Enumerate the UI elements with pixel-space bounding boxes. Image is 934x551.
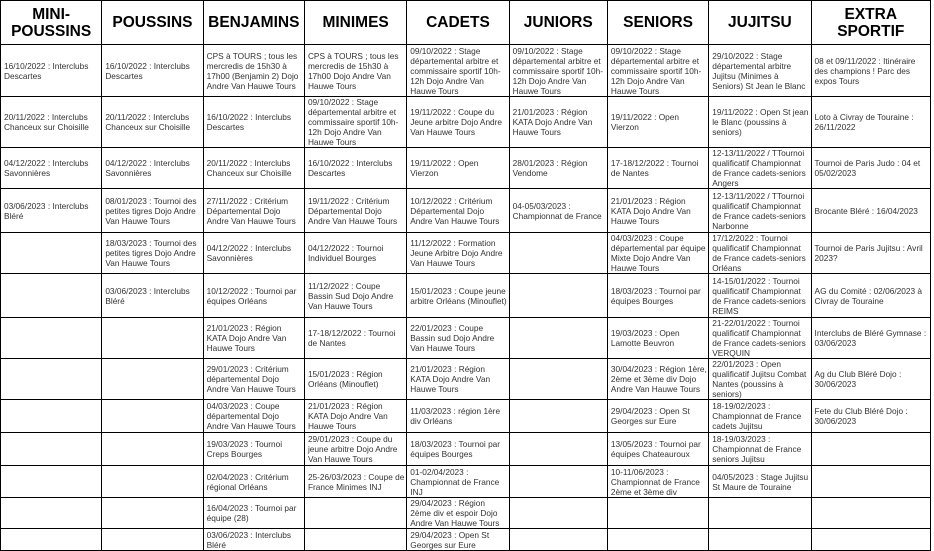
table-cell <box>1 466 102 498</box>
table-cell <box>102 400 203 433</box>
table-cell <box>811 466 930 498</box>
table-cell: 21/01/2023 : Région KATA Dojo Andre Van Hauwe Tours <box>407 359 509 400</box>
table-cell: 13/05/2023 : Tournoi par équipes Chateauroux <box>607 433 708 466</box>
table-row <box>1 466 931 498</box>
table-cell: 29/04/2023 : Région 2ème div et espoir Dojo Andre Van Hauwe Tours <box>407 498 509 529</box>
table-cell <box>1 529 102 551</box>
table-row <box>1 400 931 433</box>
table-cell: 16/04/2023 : Tournoi par équipe (28) <box>203 498 304 529</box>
table-cell: Brocante Bléré : 16/04/2023 <box>811 189 930 233</box>
table-cell <box>102 529 203 551</box>
table-cell: 16/10/2022 : Interclubs Descartes <box>1 45 102 97</box>
table-cell: 21-22/01/2022 : Tournoi qualificatif Championnat de France cadets-seniors VERQUIN <box>709 318 811 359</box>
table-cell: 28/01/2023 : Région Vendome <box>509 148 607 189</box>
table-cell: Interclubs de Bléré Gymnase : 03/06/2023 <box>811 318 930 359</box>
table-cell: 18/03/2023 : Tournoi par équipes Bourges <box>407 433 509 466</box>
table-cell: 04/03/2023 : Coupe départemental par équipe Mixte Dojo Andre Van Hauwe Tours <box>607 233 708 274</box>
table-cell: 20/11/2022 : Interclubs Chanceux sur Choisille <box>203 148 304 189</box>
table-cell: Ag du Club Bléré Dojo : 30/06/2023 <box>811 359 930 400</box>
table-row <box>1 233 931 274</box>
table-cell: 17/12/2022 : Tournoi qualificatif Championnat de France cadets-seniors Orléans <box>709 233 811 274</box>
table-cell <box>509 400 607 433</box>
table-cell: 04/12/2022 : Interclubs Savonnières <box>203 233 304 274</box>
table-cell <box>509 318 607 359</box>
table-cell: 19/11/2022 : Open Vierzon <box>407 148 509 189</box>
table-cell: 19/11/2022 : Coupe du Jeune arbitre Dojo Andre Van Hauwe Tours <box>407 97 509 148</box>
table-cell: 02/04/2023 : Critérium régional Orléans <box>203 466 304 498</box>
table-cell <box>509 466 607 498</box>
table-row <box>1 498 931 529</box>
table-cell: 04-05/03/2023 : Championnat de France <box>509 189 607 233</box>
table-cell: 09/10/2022 : Stage départemental arbitre et commissaire sportif 10h-12h Dojo Andre Van Hauwe Tours <box>407 45 509 97</box>
table-cell: 04/12/2022 : Interclubs Savonnières <box>102 148 203 189</box>
table-cell: 10/12/2022 : Critérium Départemental Dojo Andre Van Hauwe Tours <box>407 189 509 233</box>
table-cell: 21/01/2023 : Région KATA Dojo Andre Van Hauwe Tours <box>203 318 304 359</box>
table-cell: Tournoi de Paris Judo : 04 et 05/02/2023 <box>811 148 930 189</box>
table-cell: 29/01/2023 : Coupe du jeune arbitre Dojo Andre Van Hauwe Tours <box>304 433 406 466</box>
column-header-seniors: SENIORS <box>607 1 708 45</box>
table-cell <box>304 498 406 529</box>
table-cell: 18-19/03/2023 : Championnat de France seniors Jujitsu <box>709 433 811 466</box>
column-header-extra-sportif: EXTRA SPORTIF <box>811 1 930 45</box>
table-cell <box>102 466 203 498</box>
table-cell: 18/03/2023 : Tournoi par équipes Bourges <box>607 274 708 318</box>
table-cell: 04/12/2022 : Interclubs Savonnières <box>1 148 102 189</box>
table-cell: 22/01/2023 : Coupe Bassin sud Dojo Andre Van Hauwe Tours <box>407 318 509 359</box>
table-cell: 19/11/2022 : Critérium Départemental Dojo Andre Van Hauwe Tours <box>304 189 406 233</box>
table-cell: Loto à Civray de Touraine : 26/11/2022 <box>811 97 930 148</box>
table-cell: 16/10/2022 : Interclubs Descartes <box>304 148 406 189</box>
table-cell: 21/01/2023 : Région KATA Dojo Andre Van Hauwe Tours <box>304 400 406 433</box>
table-cell: 09/10/2022 : Stage départemental arbitre et commissaire sportif 10h-12h Dojo Andre Van Hauwe Tours <box>509 45 607 97</box>
table-cell: Tournoi de Paris Jujitsu : Avril 2023? <box>811 233 930 274</box>
table-cell: 04/12/2022 : Tournoi Individuel Bourges <box>304 233 406 274</box>
table-cell <box>811 529 930 551</box>
table-cell <box>509 274 607 318</box>
table-cell: 03/06/2023 : Interclubs Bléré <box>1 189 102 233</box>
table-cell: 16/10/2022 : Interclubs Descartes <box>203 97 304 148</box>
table-cell: AG du Comité : 02/06/2023 à Civray de Touraine <box>811 274 930 318</box>
column-header-poussins: POUSSINS <box>102 1 203 45</box>
table-cell <box>1 233 102 274</box>
table-cell <box>709 498 811 529</box>
table-cell <box>304 529 406 551</box>
column-header-minimes: MINIMES <box>304 1 406 45</box>
table-cell: 17-18/12/2022 : Tournoi de Nantes <box>607 148 708 189</box>
table-cell <box>607 498 708 529</box>
table-cell: 03/06/2023 : Interclubs Bléré <box>102 274 203 318</box>
table-cell: 08 et 09/11/2022 : Itinéraire des champions ! Parc des expos Tours <box>811 45 930 97</box>
table-row <box>1 97 931 148</box>
table-cell: 18-19/02/2023 : Championnat de France cadets Jujitsu <box>709 400 811 433</box>
table-cell: 19/03/2023 : Tournoi Creps Bourges <box>203 433 304 466</box>
table-row <box>1 359 931 400</box>
table-row <box>1 433 931 466</box>
header-row <box>1 1 931 45</box>
table-cell <box>102 359 203 400</box>
table-cell: 16/10/2022 : Interclubs Descartes <box>102 45 203 97</box>
table-cell: 09/10/2022 : Stage départemental arbitre et commissaire sportif 10h-12h Dojo Andre Van Hauwe Tours <box>304 97 406 148</box>
table-cell: 12-13/11/2022 / TTournoi qualificatif Championnat de France cadets-seniors Angers <box>709 148 811 189</box>
table-cell: 04/05/2023 : Stage Jujitsu St Maure de Touraine <box>709 466 811 498</box>
table-cell: CPS à TOURS ; tous les mercredis de 15h30 à 17h00 (Benjamin 2) Dojo Andre Van Hauwe Tours <box>203 45 304 97</box>
table-cell: 21/01/2023 : Région KATA Dojo Andre Van Hauwe Tours <box>607 189 708 233</box>
table-cell: 27/11/2022 : Critérium Départemental Dojo Andre Van Hauwe Tours <box>203 189 304 233</box>
table-row <box>1 148 931 189</box>
table-cell <box>509 359 607 400</box>
column-header-jujitsu: JUJITSU <box>709 1 811 45</box>
column-header-cadets: CADETS <box>407 1 509 45</box>
table-cell: 10-11/06/2023 : Championnat de France 2ème et 3ème div <box>607 466 708 498</box>
table-cell: 20/11/2022 : Interclubs Chanceux sur Choisille <box>1 97 102 148</box>
table-cell: 22/01/2023 : Open qualificatif Jujitsu Combat Nantes (poussins à seniors) <box>709 359 811 400</box>
table-cell: 29/04/2023 : Open St Georges sur Eure <box>407 529 509 551</box>
table-cell: 19/11/2022 : Open St jean le Blanc (poussins à seniors) <box>709 97 811 148</box>
table-cell: 15/01/2023 : Coupe jeune arbitre Orléans (Minouflet) <box>407 274 509 318</box>
table-row <box>1 274 931 318</box>
table-cell <box>509 498 607 529</box>
table-cell: 17-18/12/2022 : Tournoi de Nantes <box>304 318 406 359</box>
table-row <box>1 189 931 233</box>
table-row <box>1 45 931 97</box>
column-header-mini-poussins: MINI-POUSSINS <box>1 1 102 45</box>
table-row <box>1 318 931 359</box>
table-cell: 03/06/2023 : Interclubs Bléré <box>203 529 304 551</box>
table-cell: 11/12/2022 : Coupe Bassin Sud Dojo Andre Van Hauwe Tours <box>304 274 406 318</box>
table-cell <box>811 498 930 529</box>
table-cell <box>1 318 102 359</box>
table-cell: 12-13/11/2022 / TTournoi qualificatif Championnat de France cadets-seniors Narbonne <box>709 189 811 233</box>
table-cell: 14-15/01/2022 : Tournoi qualificatif Championnat de France cadets-seniors REIMS <box>709 274 811 318</box>
table-cell <box>102 318 203 359</box>
table-cell: 15/01/2023 : Région Orléans (Minouflet) <box>304 359 406 400</box>
table-cell: 19/11/2022 : Open Vierzon <box>607 97 708 148</box>
table-cell: 11/12/2022 : Formation Jeune Arbitre Dojo Andre Van Hauwe Tours <box>407 233 509 274</box>
table-cell: 30/04/2023 : Région 1ère, 2ème et 3ème div Dojo Andre Van Hauwe Tours <box>607 359 708 400</box>
table-row <box>1 529 931 551</box>
table-cell: Fete du Club Bléré Dojo : 30/06/2023 <box>811 400 930 433</box>
table-cell <box>1 359 102 400</box>
table-cell: 09/10/2022 : Stage départemental arbitre et commissaire sportif 10h-12h Dojo Andre Van Hauwe Tours <box>607 45 708 97</box>
table-cell: 29/10/2022 : Stage départemental arbitre Jujitsu (Minimes à Seniors) St Jean le Blanc <box>709 45 811 97</box>
table-cell: 29/04/2023 : Open St Georges sur Eure <box>607 400 708 433</box>
table-cell: 25-26/03/2023 : Coupe de France Minimes INJ <box>304 466 406 498</box>
column-header-juniors: JUNIORS <box>509 1 607 45</box>
table-cell: 19/03/2023 : Open Lamotte Beuvron <box>607 318 708 359</box>
table-cell: CPS à TOURS ; tous les mercredis de 15h30 à 17h00 Dojo Andre Van Hauwe Tours <box>304 45 406 97</box>
table-cell: 08/01/2023 : Tournoi des petites tigres Dojo Andre Van Hauwe Tours <box>102 189 203 233</box>
table-cell <box>509 233 607 274</box>
table-cell <box>509 433 607 466</box>
table-cell: 18/03/2023 : Tournoi des petites tigres Dojo Andre Van Hauwe Tours <box>102 233 203 274</box>
table-cell: 29/01/2023 : Critérium départemental Dojo Andre Van Hauwe Tours <box>203 359 304 400</box>
table-cell <box>1 400 102 433</box>
table-cell <box>811 433 930 466</box>
table-cell <box>607 529 708 551</box>
table-cell <box>102 433 203 466</box>
table-cell <box>509 529 607 551</box>
table-cell <box>1 498 102 529</box>
table-cell <box>102 498 203 529</box>
table-cell: 01-02/04/2023 : Championnat de France INJ <box>407 466 509 498</box>
table-cell <box>709 529 811 551</box>
column-header-benjamins: BENJAMINS <box>203 1 304 45</box>
table-cell: 10/12/2022 : Tournoi par équipes Orléans <box>203 274 304 318</box>
table-cell: 11/03/2023 : région 1ère div Orléans <box>407 400 509 433</box>
table-cell: 04/03/2023 : Coupe départemental Dojo Andre Van Hauwe Tours <box>203 400 304 433</box>
table-cell: 21/01/2023 : Région KATA Dojo Andre Van Hauwe Tours <box>509 97 607 148</box>
table-cell: 20/11/2022 : Interclubs Chanceux sur Choisille <box>102 97 203 148</box>
table-cell <box>1 274 102 318</box>
table-cell <box>1 433 102 466</box>
